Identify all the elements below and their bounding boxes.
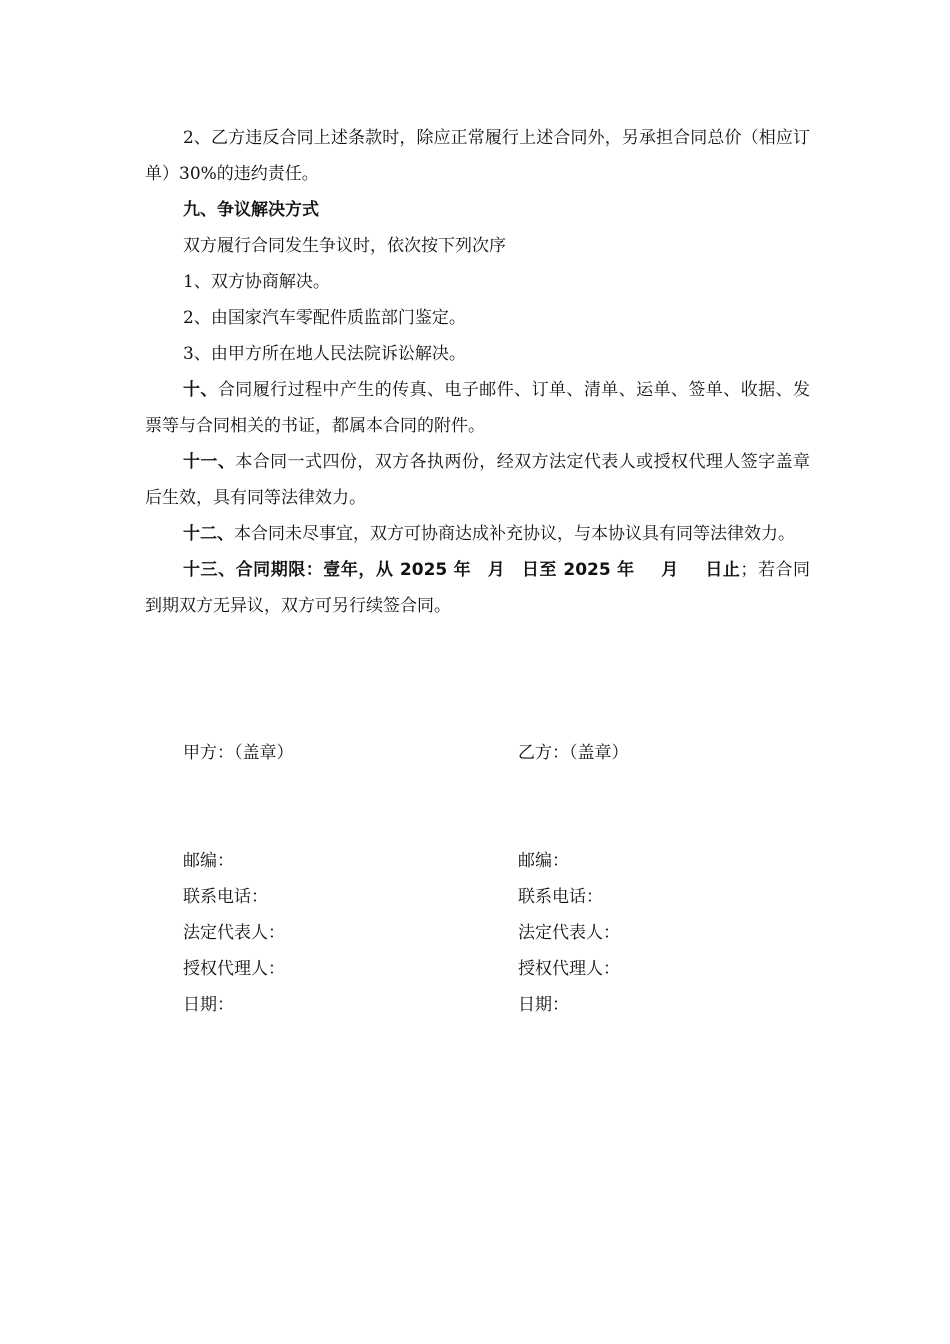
party-b-legal-rep-label: 法定代表人： <box>518 923 620 943</box>
party-b-postcode-label: 邮编： <box>518 851 569 871</box>
clause-13-renewal-text: ；若合同到期双方无异议，双方可另行续签合同。 <box>145 560 811 616</box>
party-a-postcode-label: 邮编： <box>183 851 234 871</box>
clause-12-label: 十二、 <box>183 524 234 544</box>
clause-12-paragraph <box>145 516 810 552</box>
party-a-date-label: 日期： <box>183 995 234 1015</box>
party-a-agent-label: 授权代理人： <box>183 959 285 979</box>
clause-13-paragraph <box>145 552 810 624</box>
clause-10-label: 十、 <box>183 380 218 400</box>
clause-13-month-1: 月 <box>487 560 506 580</box>
dispute-step-3: 3、由甲方所在地人民法院诉讼解决。 <box>183 344 466 364</box>
clause-11-paragraph <box>145 444 810 516</box>
clause-13-term-start: 十三、合同期限：壹年，从 2025 年 <box>183 560 472 580</box>
contract-body <box>145 120 810 624</box>
party-b-info-block <box>518 843 620 1023</box>
clause-13-term-end: 日至 2025 年 <box>521 560 635 580</box>
party-b-date-label: 日期： <box>518 995 569 1015</box>
clause-11-text: 本合同一式四份，双方各执两份，经双方法定代表人或授权代理人签字盖章后生效，具有同等法律效力。 <box>145 452 811 508</box>
clause-11-label: 十一、 <box>183 452 236 472</box>
party-a-seal-label: 甲方：（盖章） <box>183 743 294 763</box>
party-b-seal-label: 乙方：（盖章） <box>518 743 629 763</box>
dispute-step-2: 2、由国家汽车零配件质监部门鉴定。 <box>183 308 466 328</box>
party-a-phone-label: 联系电话： <box>183 887 268 907</box>
party-a-legal-rep-label: 法定代表人： <box>183 923 285 943</box>
clause-10-paragraph <box>145 372 810 444</box>
party-b-agent-label: 授权代理人： <box>518 959 620 979</box>
party-b-phone-label: 联系电话： <box>518 887 603 907</box>
breach-clause-paragraph: 2、乙方违反合同上述条款时，除应正常履行上述合同外，另承担合同总价（相应订单）30%的违约责任。 <box>145 128 810 184</box>
clause-10-text: 合同履行过程中产生的传真、电子邮件、订单、清单、运单、签单、收据、发票等与合同相关的书证，都属本合同的附件。 <box>145 380 811 436</box>
clause-12-text: 本合同未尽事宜，双方可协商达成补充协议，与本协议具有同等法律效力。 <box>234 524 795 544</box>
dispute-resolution-heading: 九、争议解决方式 <box>183 200 319 220</box>
clause-13-month-2: 月 <box>660 560 679 580</box>
dispute-step-1: 1、双方协商解决。 <box>183 272 330 292</box>
party-a-info-block <box>183 843 285 1023</box>
clause-13-day-end: 日止 <box>704 560 741 580</box>
dispute-intro-paragraph: 双方履行合同发生争议时，依次按下列次序 <box>183 236 506 256</box>
